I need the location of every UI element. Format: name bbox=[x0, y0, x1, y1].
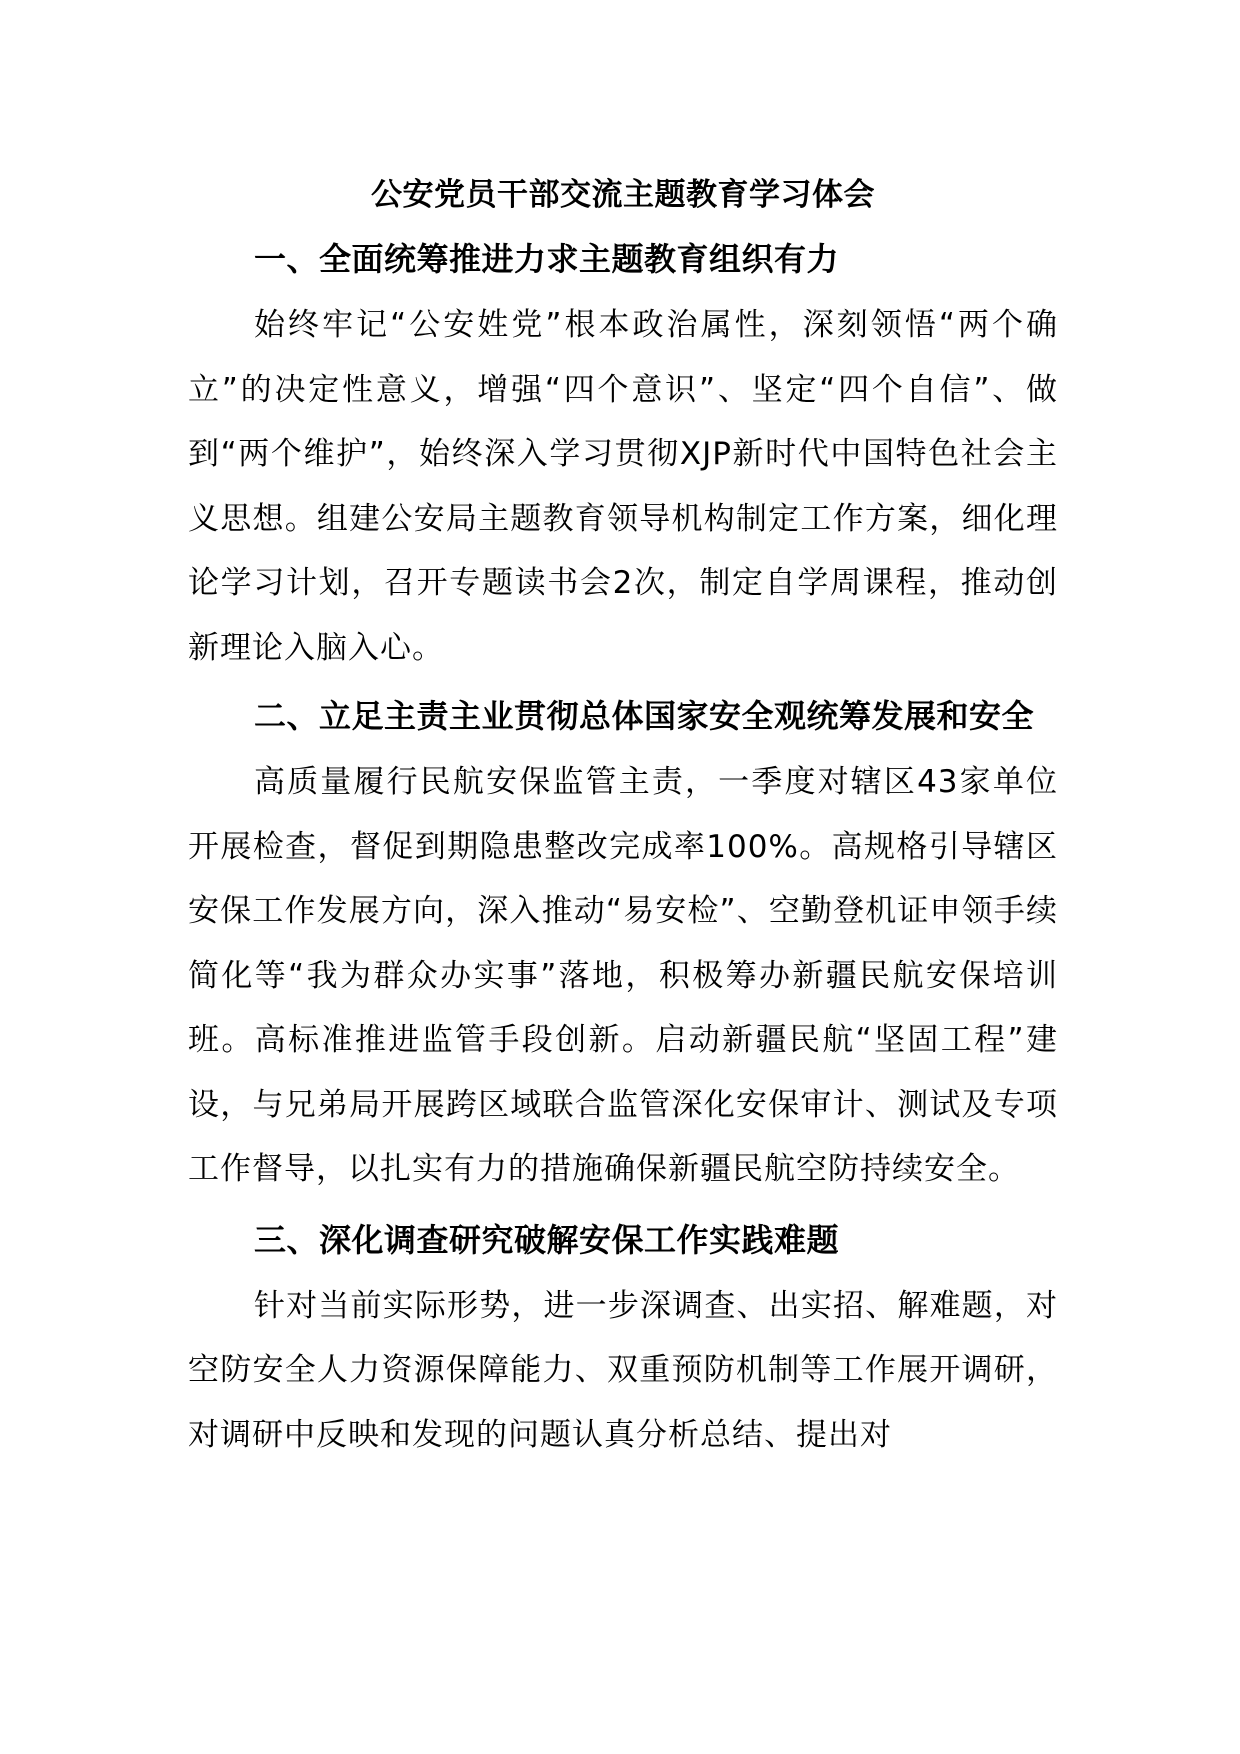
section-paragraph-2: 高质量履行民航安保监管主责，一季度对辖区43家单位开展检查，督促到期隐患整改完成率100%。高规格引导辖区安保工作发展方向，深入推动“易安检”、空勤登机证申领手续简化等“我为群众办实事”落地，积极筹办新疆民航安保培训班。高标准推进监管手段创新。启动新疆民航“坚固工程”建设，与兄弟局开展跨区域联合监管深化安保审计、测试及专项工作督导，以扎实有力的措施确保新疆民航空防持续安全。 bbox=[188, 764, 1058, 1187]
document-page bbox=[188, 165, 1058, 1467]
section-heading-3: 三、深化调查研究破解安保工作实践难题 bbox=[254, 1220, 840, 1259]
section-heading-1: 一、全面统筹推进力求主题教育组织有力 bbox=[254, 240, 840, 278]
section-heading-2: 二、立足主责主业贯彻总体国家安全观统筹发展和安全 bbox=[254, 697, 1035, 735]
section-paragraph-1: 始终牢记“公安姓党”根本政治属性，深刻领悟“两个确立”的决定性意义，增强“四个意识”、坚定“四个自信”、做到“两个维护”，始终深入学习贯彻XJP新时代中国特色社会主义思想。组建公安局主题教育领导机构制定工作方案，细化理论学习计划，召开专题读书会2次，制定自学周课程，推动创新理论入脑入心。 bbox=[188, 307, 1058, 666]
document-title: 公安党员干部交流主题教育学习体会 bbox=[371, 177, 875, 213]
section-paragraph-3: 针对当前实际形势，进一步深调查、出实招、解难题，对空防安全人力资源保障能力、双重预防机制等工作展开调研，对调研中反映和发现的问题认真分析总结、提出对 bbox=[188, 1287, 1058, 1453]
